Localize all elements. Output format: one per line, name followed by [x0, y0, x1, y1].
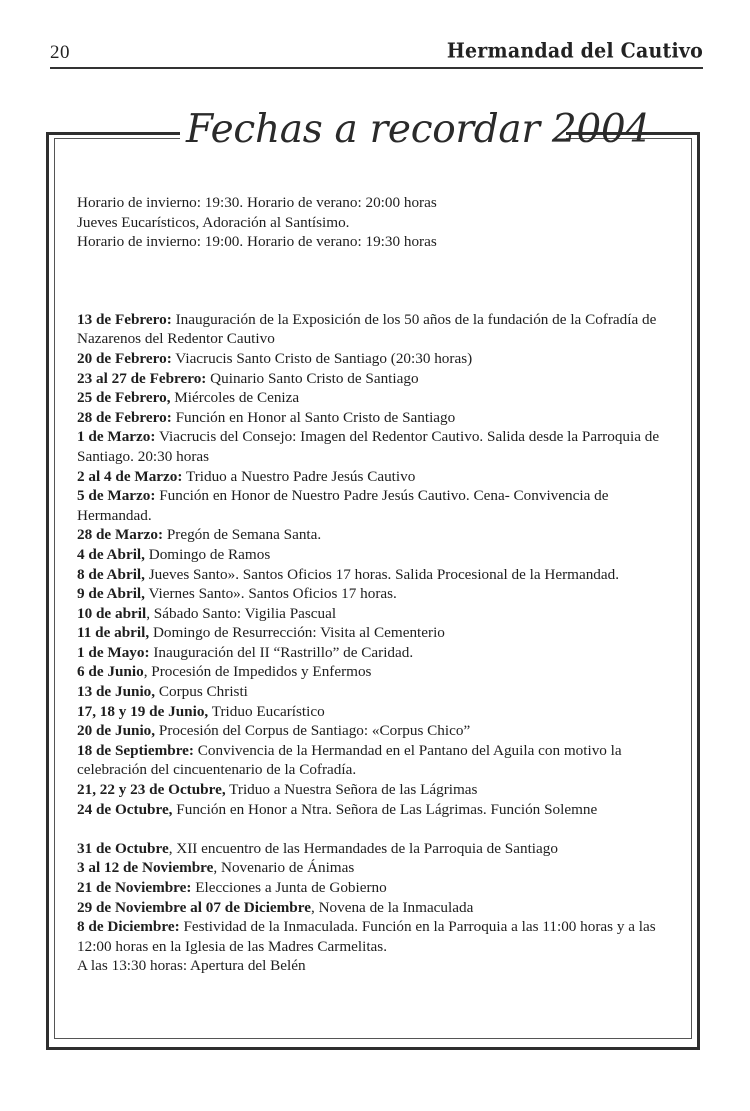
event-date: 8 de Diciembre:: [77, 918, 180, 936]
event-date: 29 de Noviembre al 07 de Diciembre: [77, 898, 311, 916]
event-text: Triduo a Nuestra Señora de las Lágrimas: [225, 781, 478, 799]
event-text: Procesión del Corpus de Santiago: «Corpus Chico”: [155, 722, 471, 740]
event-date: 31 de Octubre: [77, 839, 169, 857]
event-date: 5 de Marzo:: [77, 487, 156, 505]
event-item: [77, 427, 667, 466]
header-rule: [50, 67, 703, 69]
event-text: , Novenario de Ánimas: [213, 859, 355, 877]
event-text: , Novena de la Inmaculada: [310, 898, 474, 916]
intro-line: Horario de invierno: 19:00. Horario de verano: 19:30 horas: [77, 233, 437, 251]
event-date: 21, 22 y 23 de Octubre,: [77, 781, 226, 799]
event-date: 28 de Febrero:: [77, 408, 172, 426]
event-text: , XII encuentro de las Hermandades de la Parroquia de Santiago: [168, 839, 558, 857]
event-text: , Procesión de Impedidos y Enfermos: [143, 663, 372, 681]
event-text: Función en Honor al Santo Cristo de Santiago: [171, 408, 456, 426]
event-item: [77, 682, 667, 702]
event-date: 21 de Noviembre:: [77, 879, 192, 896]
event-item: [77, 917, 667, 956]
event-date: 11 de abril,: [77, 624, 150, 642]
event-text: Elecciones a Junta de Gobierno: [191, 879, 387, 896]
page-header: [50, 38, 703, 68]
content-body: [77, 193, 667, 976]
event-text: , Sábado Santo: Vigilia Pascual: [146, 604, 337, 622]
event-item: [77, 858, 667, 878]
event-item: [77, 310, 667, 349]
event-item: [77, 349, 667, 369]
events-list: [77, 310, 667, 976]
event-item: [77, 408, 667, 428]
event-item: [77, 525, 667, 545]
event-date: 9 de Abril,: [77, 585, 145, 603]
event-text: Función en Honor de Nuestro Padre Jesús Cautivo. Cena- Convivencia de Hermandad.: [77, 487, 609, 524]
event-item: [77, 898, 667, 918]
event-item: [77, 780, 667, 800]
event-text: Festividad de la Inmaculada. Función en la Parroquia a las 11:00 horas y a las 12:00 horas en la Iglesia de las Madres Carmelitas.: [77, 918, 656, 955]
event-text: Miércoles de Ceniza: [170, 389, 300, 407]
event-item: [77, 388, 667, 408]
section-title: Fechas a recordar 2004: [186, 107, 650, 152]
event-date: 4 de Abril,: [77, 545, 145, 563]
event-text: Corpus Christi: [155, 683, 248, 701]
event-date: 28 de Marzo:: [77, 526, 164, 544]
event-date: 1 de Mayo:: [77, 643, 150, 661]
event-item: [77, 604, 667, 624]
event-date: 10 de abril: [77, 604, 147, 622]
event-date: 8 de Abril,: [77, 565, 145, 583]
event-text: Triduo Eucarístico: [208, 702, 325, 720]
event-text: Domingo de Ramos: [144, 545, 271, 563]
event-text: Quinario Santo Cristo de Santiago: [206, 369, 419, 387]
page-number: 20: [50, 42, 70, 63]
event-date: 1 de Marzo:: [77, 428, 156, 446]
event-item: [77, 741, 667, 780]
event-date: 17, 18 y 19 de Junio,: [77, 702, 209, 720]
event-date: 13 de Junio,: [77, 683, 156, 701]
event-item: [77, 643, 667, 663]
event-item: [77, 486, 667, 525]
event-date: 3 al 12 de Noviembre: [77, 859, 214, 877]
paragraph-gap: [77, 819, 667, 839]
event-text: Triduo a Nuestro Padre Jesús Cautivo: [182, 467, 416, 485]
event-text: Jueves Santo». Santos Oficios 17 horas. Salida Procesional de la Hermandad.: [144, 565, 620, 583]
event-item: [77, 702, 667, 722]
event-text: Inauguración de la Exposición de los 50 años de la fundación de la Cofradía de Nazarenos del Redentor Cautivo: [77, 310, 657, 348]
event-item: [77, 721, 667, 741]
event-text: Viernes Santo». Santos Oficios 17 horas.: [144, 585, 397, 603]
event-date: 23 al 27 de Febrero:: [77, 369, 207, 387]
event-item: [77, 662, 667, 682]
event-item: [77, 545, 667, 565]
event-item: [77, 565, 667, 585]
event-text: Viacrucis Santo Cristo de Santiago (20:30 horas): [171, 349, 473, 367]
event-item: [77, 623, 667, 643]
event-date: 2 al 4 de Marzo:: [77, 467, 183, 485]
event-date: 20 de Febrero:: [77, 349, 172, 367]
event-date: 25 de Febrero,: [77, 389, 171, 407]
event-text: Convivencia de la Hermandad en el Pantano del Aguila con motivo la celebración del cincuentenario de la Cofradía.: [77, 741, 622, 779]
event-date: 13 de Febrero:: [77, 310, 172, 328]
event-item: [77, 584, 667, 604]
event-item: [77, 956, 667, 976]
event-text: Función en Honor a Ntra. Señora de Las Lágrimas. Función Solemne: [172, 800, 598, 818]
intro-line: Jueves Eucarísticos, Adoración al Santísimo.: [77, 213, 350, 231]
event-date: 24 de Octubre,: [77, 800, 173, 818]
publication-title: Hermandad del Cautivo: [446, 39, 703, 63]
event-item: [77, 467, 667, 487]
event-text: Domingo de Resurrección: Visita al Cementerio: [149, 624, 445, 642]
event-date: 20 de Junio,: [77, 722, 156, 740]
event-text: Viacrucis del Consejo: Imagen del Redentor Cautivo. Salida desde la Parroquia de Santiago. 20:30 horas: [77, 428, 660, 465]
event-text: A las 13:30 horas: Apertura del Belén: [77, 957, 306, 975]
event-date: 6 de Junio: [77, 663, 144, 681]
event-date: 18 de Septiembre:: [77, 741, 194, 759]
event-text: Pregón de Semana Santa.: [163, 526, 322, 544]
schedule-intro: [77, 193, 667, 252]
event-item: [77, 878, 667, 898]
event-item: [77, 839, 667, 859]
event-text: Inauguración del II “Rastrillo” de Caridad.: [149, 643, 414, 661]
event-item: [77, 800, 667, 820]
intro-line: Horario de invierno: 19:30. Horario de verano: 20:00 horas: [77, 194, 437, 211]
event-item: [77, 369, 667, 389]
